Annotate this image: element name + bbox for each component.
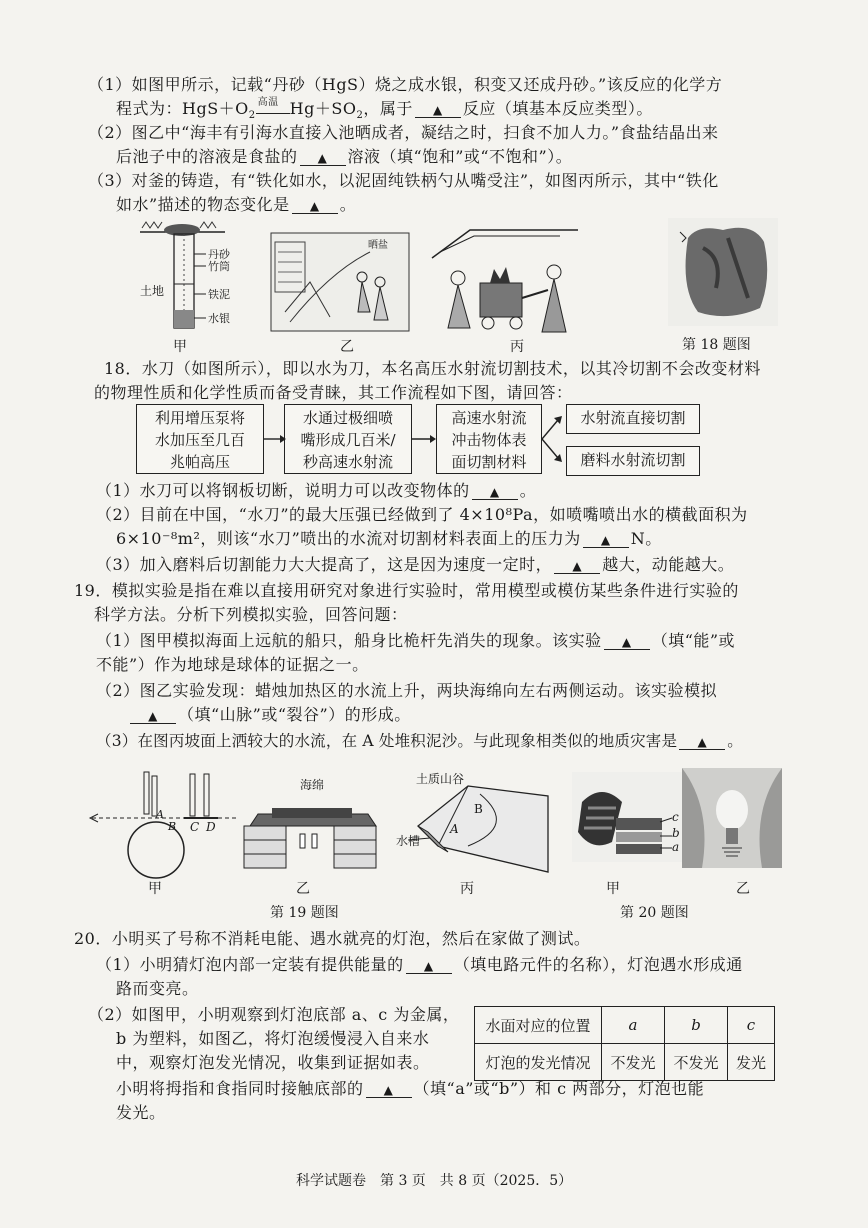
q19-part3-pre: （3）在图丙坡面上洒较大的水流，在 A 处堆积泥沙。与此现象相类似的地质灾害是 bbox=[96, 732, 678, 750]
answer-blank[interactable]: ▲ bbox=[583, 533, 629, 548]
label-land: 土地 bbox=[140, 284, 165, 298]
q19-part2-line1: （2）图乙实验发现：蜡烛加热区的水流上升，两块海绵向左右两侧运动。该实验模拟 bbox=[96, 681, 718, 700]
q18-stem-line1: 18．水刀（如图所示），即以水为刀，本名高压水射流切割技术，以其冷切割不会改变材料 bbox=[104, 359, 761, 378]
q20-part2-line3: 中，观察灯泡发光情况，收集到证据如表。 bbox=[116, 1053, 430, 1072]
subscript: 2 bbox=[248, 110, 256, 122]
table-cell: c bbox=[728, 1007, 775, 1044]
label-tiny: 铁泥 bbox=[208, 288, 230, 301]
fig19-label-jia: 甲 bbox=[148, 881, 162, 897]
table-cell: 灯泡的发光情况 bbox=[475, 1044, 602, 1081]
figure-19-yi bbox=[238, 790, 388, 870]
figure-19-bing bbox=[408, 776, 558, 876]
table-cell: 不发光 bbox=[602, 1044, 665, 1081]
q19-part3-end: 。 bbox=[727, 732, 743, 750]
q19-part2-line2 bbox=[128, 704, 411, 726]
q18-stem-line2: 的物理性质和化学性质而备受青睐，其工作流程如下图，请回答： bbox=[94, 383, 573, 402]
figure-18-photo bbox=[668, 218, 778, 326]
answer-blank[interactable]: ▲ bbox=[415, 103, 461, 118]
figure-20-jia bbox=[572, 772, 682, 862]
flow-arrows bbox=[260, 400, 570, 480]
q20-part2-line4 bbox=[116, 1078, 704, 1100]
q17-part3-line1: （3）对釜的铸造，有“铁化如水，以泥固纯铁柄勺从嘴受注”，如图丙所示，其中“铁化 bbox=[88, 171, 719, 190]
q20-part2-pre: 小明将拇指和食指同时接触底部的 bbox=[116, 1079, 364, 1098]
q20-part2-line2: b 为塑料，如图乙，将灯泡缓慢浸入自来水 bbox=[116, 1029, 430, 1048]
label-dansha: 丹砂 bbox=[208, 248, 230, 261]
q19-part3 bbox=[96, 730, 743, 752]
letter-c: C bbox=[190, 820, 200, 834]
q17-part2-pre: 后池子中的溶液是食盐的 bbox=[116, 147, 298, 166]
flow-output-1: 水射流直接切割 bbox=[566, 404, 700, 434]
reaction-arrow bbox=[256, 97, 290, 114]
table-cell: 不发光 bbox=[665, 1044, 728, 1081]
page-footer: 科学试题卷 第 3 页 共 8 页（2025．5） bbox=[296, 1173, 573, 1189]
q20-part2-line1: （2）如图甲，小明观察到灯泡底部 a、c 为金属， bbox=[88, 1005, 460, 1024]
q19-part2-end: （填“山脉”或“裂谷”）的形成。 bbox=[178, 705, 411, 724]
answer-blank[interactable]: ▲ bbox=[679, 735, 725, 750]
flow-output-2: 磨料水射流切割 bbox=[566, 446, 700, 476]
letter-a: A bbox=[156, 808, 164, 821]
yi-label: 晒盐 bbox=[368, 240, 388, 251]
fig20-label-jia: 甲 bbox=[606, 881, 620, 897]
equation-right: Hg＋SO bbox=[289, 99, 357, 118]
flow-step-1-line1: 利用增压泵将 bbox=[154, 409, 245, 427]
tank-label: 水槽 bbox=[396, 834, 421, 848]
letter-a-label: a bbox=[672, 840, 680, 854]
q20-part2-end: （填“a”或“b”）和 c 两部分，灯泡也能 bbox=[413, 1079, 705, 1098]
flow-step-1-line3: 兆帕高压 bbox=[169, 453, 230, 471]
answer-blank[interactable]: ▲ bbox=[604, 635, 650, 650]
figure-18-yi bbox=[270, 232, 410, 332]
equation-left: 程式为：HgS＋O bbox=[116, 99, 249, 118]
table-row bbox=[475, 1044, 775, 1081]
evidence-table bbox=[474, 1006, 775, 1081]
figure-19-jia bbox=[86, 770, 246, 880]
q18-part3 bbox=[96, 554, 734, 576]
fig18-label-yi: 乙 bbox=[340, 339, 354, 355]
q17-part3-line2 bbox=[116, 194, 356, 216]
letter-d: D bbox=[206, 820, 216, 834]
q18-part3-end: 越大，动能越大。 bbox=[602, 555, 735, 574]
fig19-label-yi: 乙 bbox=[296, 881, 310, 897]
q18-part2-end: N。 bbox=[630, 529, 662, 548]
letter-c-label: c bbox=[672, 810, 679, 824]
answer-blank[interactable]: ▲ bbox=[130, 709, 176, 724]
fig19-caption: 第 19 题图 bbox=[270, 905, 339, 921]
table-cell: a bbox=[602, 1007, 665, 1044]
q18-part1-end: 。 bbox=[519, 481, 537, 500]
q17-part3-pre: 如水”描述的物态变化是 bbox=[116, 195, 290, 214]
table-row bbox=[475, 1007, 775, 1044]
q18-part1-pre: （1）水刀可以将钢板切断，说明力可以改变物体的 bbox=[96, 481, 470, 500]
table-cell: 发光 bbox=[728, 1044, 775, 1081]
fig18-label-jia: 甲 bbox=[173, 339, 187, 355]
q18-part2-line2 bbox=[116, 528, 662, 550]
flow-step-3-line1: 高速水射流 bbox=[451, 409, 527, 427]
q20-part1-line2: 路而变亮。 bbox=[116, 979, 199, 998]
q17-part1-line1: （1）如图甲所示，记载“丹砂（HgS）烧之成水银，积变又还成丹砂。”该反应的化学方 bbox=[88, 75, 723, 94]
fig18-caption: 第 18 题图 bbox=[682, 337, 751, 353]
flow-step-2-line3: 秒高速水射流 bbox=[302, 453, 393, 471]
q18-part3-pre: （3）加入磨料后切割能力大大提高了，这是因为速度一定时， bbox=[96, 555, 553, 574]
q20-part2-line5: 发光。 bbox=[116, 1103, 166, 1122]
figure-20-yi bbox=[682, 768, 782, 868]
label-shuiyin: 水银 bbox=[208, 312, 230, 325]
q17-part3-end: 。 bbox=[339, 195, 357, 214]
figure-18-bing bbox=[430, 228, 580, 338]
answer-blank[interactable]: ▲ bbox=[554, 559, 600, 574]
answer-blank[interactable]: ▲ bbox=[292, 199, 338, 214]
q20-part1-pre: （1）小明猜灯泡内部一定装有提供能量的 bbox=[96, 955, 404, 974]
flow-step-3-line3: 面切割材料 bbox=[451, 453, 527, 471]
q20-part1-end: （填电路元件的名称），灯泡遇水形成通 bbox=[453, 955, 743, 974]
q19-stem-line2: 科学方法。分析下列模拟实验，回答问题： bbox=[94, 605, 408, 624]
q17-part2-end: 溶液（填“饱和”或“不饱和”）。 bbox=[347, 147, 573, 166]
q18-part2-pre: 6×10⁻⁸m²，则该“水刀”喷出的水流对切割材料表面上的压力为 bbox=[116, 529, 581, 548]
flow-step-1-line2: 水加压至几百 bbox=[154, 431, 245, 449]
point-a-label: A bbox=[450, 822, 459, 836]
fig19-label-bing: 丙 bbox=[460, 881, 474, 897]
equation-tail: ，属于 bbox=[363, 99, 413, 118]
reaction-condition: 高温 bbox=[257, 97, 279, 108]
flow-step-2-line2: 嘴形成几百米/ bbox=[300, 431, 396, 449]
flow-step-3-line2: 冲击物体表 bbox=[451, 431, 527, 449]
fig20-caption: 第 20 题图 bbox=[620, 905, 689, 921]
answer-blank[interactable]: ▲ bbox=[406, 959, 452, 974]
flow-step-1 bbox=[136, 404, 264, 474]
q19-part1-pre: （1）图甲模拟海面上远航的船只，船身比桅杆先消失的现象。该实验 bbox=[96, 631, 602, 650]
point-b-label: B bbox=[474, 802, 483, 816]
subscript: 2 bbox=[356, 110, 364, 122]
letter-b-label: b bbox=[672, 826, 680, 840]
label-zhutong: 竹筒 bbox=[208, 260, 230, 273]
sponge-label: 海绵 bbox=[300, 778, 325, 792]
table-cell: b bbox=[665, 1007, 728, 1044]
q17-part1-end: 反应（填基本反应类型）。 bbox=[462, 99, 653, 118]
table-cell: 水面对应的位置 bbox=[475, 1007, 602, 1044]
q18-part2-line1: （2）目前在中国，“水刀”的最大压强已经做到了 4×10⁸Pa，如喷嘴喷出水的横截面积为 bbox=[96, 505, 748, 524]
valley-label: 土质山谷 bbox=[416, 772, 465, 786]
q17-part2-line2 bbox=[116, 146, 572, 168]
q19-stem-line1: 19．模拟实验是指在难以直接用研究对象进行实验时，常用模型或模仿某些条件进行实验的 bbox=[74, 581, 739, 600]
flow-step-2-line1: 水通过极细喷 bbox=[302, 409, 393, 427]
answer-blank[interactable]: ▲ bbox=[300, 151, 346, 166]
q19-part1-end: （填“能”或 bbox=[651, 631, 736, 650]
q20-part1-line1 bbox=[96, 954, 743, 976]
q20-stem: 20．小明买了号称不消耗电能、遇水就亮的灯泡，然后在家做了测试。 bbox=[74, 929, 591, 948]
answer-blank[interactable]: ▲ bbox=[472, 485, 518, 500]
q19-part1-line1 bbox=[96, 630, 735, 652]
q19-part1-line2: 不能”）作为地球是球体的证据之一。 bbox=[96, 655, 369, 674]
answer-blank[interactable]: ▲ bbox=[366, 1083, 412, 1098]
fig20-label-yi: 乙 bbox=[736, 881, 750, 897]
fig18-label-bing: 丙 bbox=[510, 339, 524, 355]
q18-part1 bbox=[96, 480, 536, 502]
q17-part2-line1: （2）图乙中“海丰有引海水直接入池晒成者，凝结之时，扫食不加人力。”食盐结晶出来 bbox=[88, 123, 719, 142]
letter-b: B bbox=[168, 820, 177, 833]
